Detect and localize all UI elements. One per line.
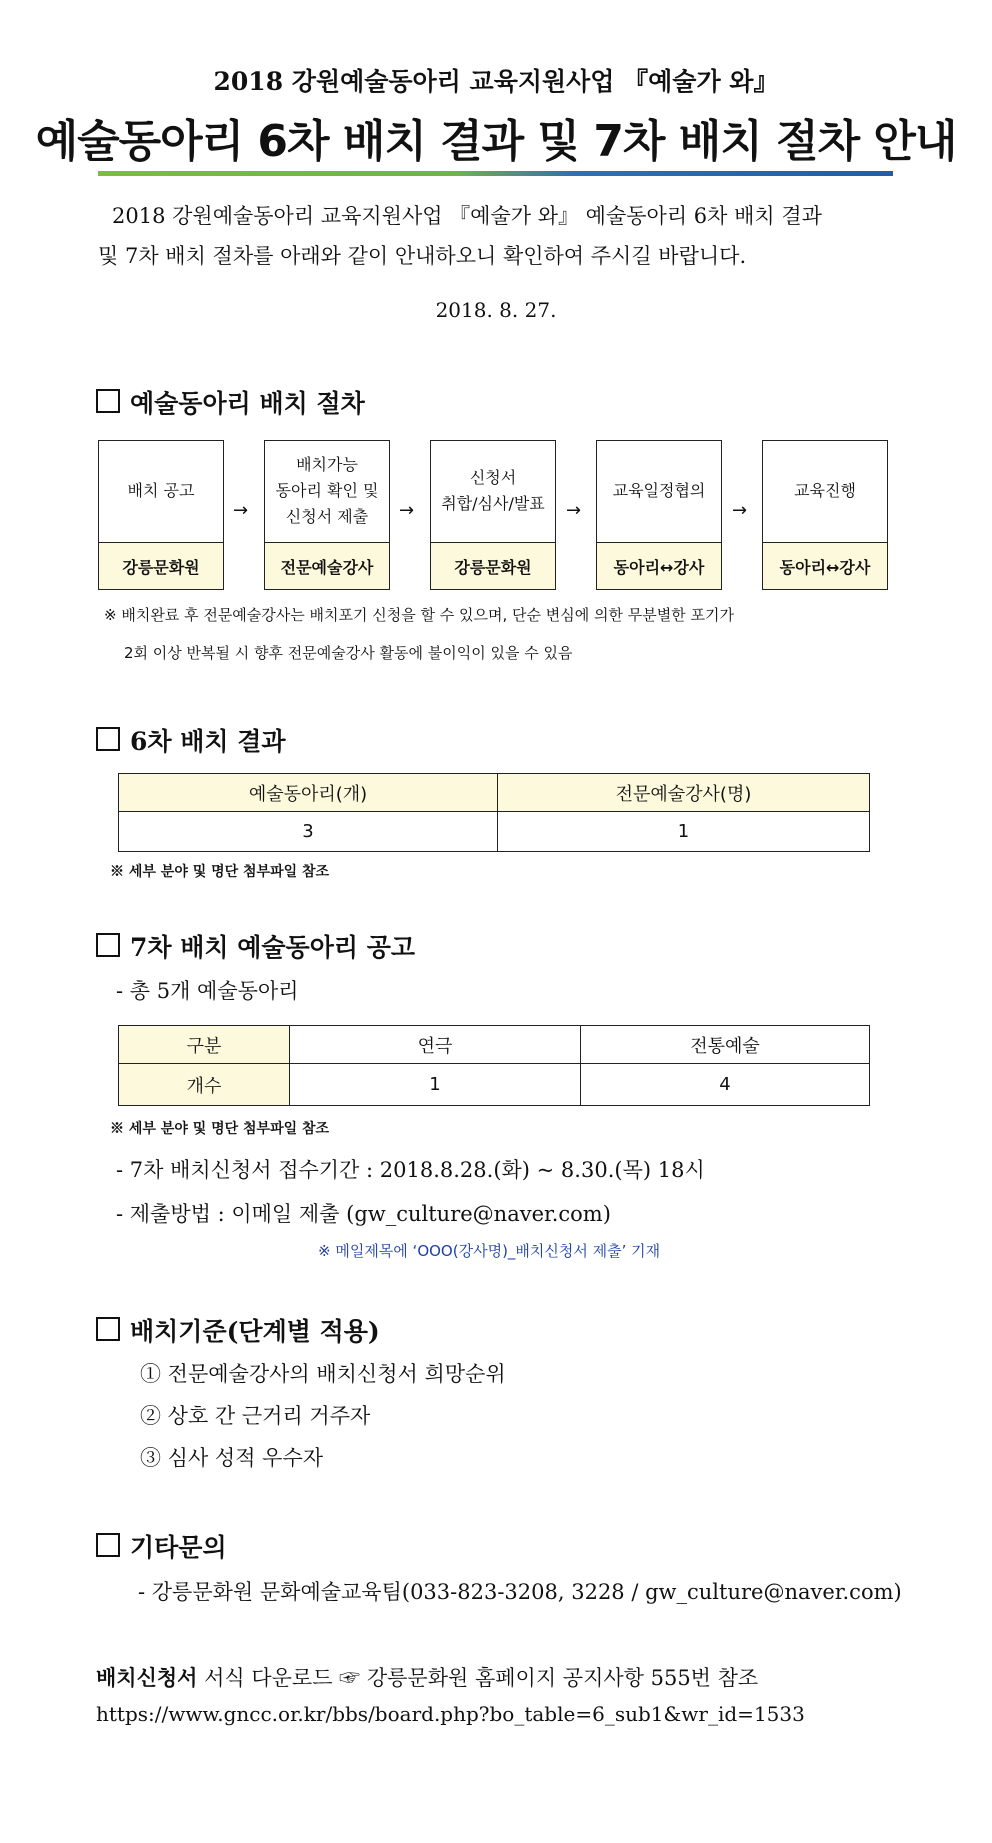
flow-step-label: 배치 공고 xyxy=(127,481,195,500)
procedure-note-line-1: ※ 배치완료 후 전문예술강사는 배치포기 신청을 할 수 있으며, 단순 변심에 의한 무분별한 포기가 xyxy=(104,606,734,624)
download-notice-text: 서식 다운로드 ☞ 강릉문화원 홈페이지 공지사항 555번 참조 xyxy=(197,1666,759,1690)
notice7-table xyxy=(118,1025,870,1106)
procedure-note-line-2: 2회 이상 반복될 시 향후 전문예술강사 활동에 불이익이 있을 수 있음 xyxy=(124,644,573,662)
flow-step-owner: 전문예술강사 xyxy=(265,542,389,589)
table-header-row xyxy=(119,1026,870,1064)
flow-step-1 xyxy=(98,440,224,590)
criteria-item-3: ③ 심사 성적 우수자 xyxy=(140,1446,324,1470)
section-heading-contact: 기타문의 xyxy=(96,1528,227,1564)
flow-step-2 xyxy=(264,440,390,590)
section-heading-criteria: 배치기준(단계별 적용) xyxy=(96,1312,380,1348)
flow-step-label: 교육진행 xyxy=(794,481,856,500)
flow-step-owner: 동아리↔강사 xyxy=(763,542,887,589)
notice7-period: - 7차 배치신청서 접수기간 : 2018.8.28.(화) ~ 8.30.(목) 18시 xyxy=(116,1158,705,1182)
table-header-cell: 전문예술강사(명) xyxy=(498,774,870,812)
table-row xyxy=(119,1064,870,1106)
arrow-right-icon: → xyxy=(233,500,249,521)
result6-note: ※ 세부 분야 및 명단 첨부파일 참조 xyxy=(110,864,330,880)
document-subtitle: 2018 강원예술동아리 교육지원사업 『예술가 와』 xyxy=(213,67,779,96)
notice7-note: ※ 세부 분야 및 명단 첨부파일 참조 xyxy=(110,1121,330,1137)
download-notice xyxy=(96,1662,758,1692)
document-title: 예술동아리 6차 배치 결과 및 7차 배치 절차 안내 xyxy=(35,116,957,167)
notice7-mail-note: ※ 메일제목에 ‘OOO(강사명)_배치신청서 제출’ 기재 xyxy=(318,1242,661,1260)
criteria-item-2: ② 상호 간 근거리 거주자 xyxy=(140,1404,371,1428)
result6-table xyxy=(118,773,870,852)
flow-step-owner: 강릉문화원 xyxy=(99,542,223,589)
table-header-cell: 연극 xyxy=(290,1026,581,1064)
criteria-item-1: ① 전문예술강사의 배치신청서 희망순위 xyxy=(140,1362,506,1386)
flow-step-4 xyxy=(596,440,722,590)
checkbox-square-icon xyxy=(96,1317,120,1341)
checkbox-square-icon xyxy=(96,727,120,751)
notice7-total: - 총 5개 예술동아리 xyxy=(116,979,299,1003)
notice7-method: - 제출방법 : 이메일 제출 (gw_culture@naver.com) xyxy=(116,1202,611,1226)
table-header-row xyxy=(119,774,870,812)
arrow-right-icon: → xyxy=(732,500,748,521)
download-notice-bold: 배치신청서 xyxy=(96,1665,198,1690)
section-heading-notice7: 7차 배치 예술동아리 공고 xyxy=(96,928,415,964)
checkbox-square-icon xyxy=(96,1533,120,1557)
flow-step-owner: 동아리↔강사 xyxy=(597,542,721,589)
flow-step-owner: 강릉문화원 xyxy=(431,542,555,589)
table-cell: 1 xyxy=(290,1064,581,1106)
flow-step-label: 교육일정협의 xyxy=(612,481,706,500)
flow-step-label: 배치가능 동아리 확인 및 신청서 제출 xyxy=(275,455,379,526)
table-cell: 3 xyxy=(119,812,498,852)
checkbox-square-icon xyxy=(96,933,120,957)
table-cell: 4 xyxy=(581,1064,870,1106)
document-date: 2018. 8. 27. xyxy=(435,298,557,322)
table-header-cell: 전통예술 xyxy=(581,1026,870,1064)
table-row xyxy=(119,812,870,852)
section-heading-result6: 6차 배치 결과 xyxy=(96,722,286,758)
table-cell: 1 xyxy=(498,812,870,852)
arrow-right-icon: → xyxy=(399,500,415,521)
intro-line-2: 및 7차 배치 절차를 아래와 같이 안내하오니 확인하여 주시길 바랍니다. xyxy=(98,244,747,268)
title-divider xyxy=(98,171,893,176)
checkbox-square-icon xyxy=(96,389,120,413)
flow-step-label: 신청서 취합/심사/발표 xyxy=(441,468,545,513)
download-link[interactable]: https://www.gncc.or.kr/bbs/board.php?bo_table=6_sub1&wr_id=1533 xyxy=(96,1702,805,1726)
arrow-right-icon: → xyxy=(566,500,582,521)
table-cell: 개수 xyxy=(119,1064,290,1106)
intro-line-1: 2018 강원예술동아리 교육지원사업 『예술가 와』 예술동아리 6차 배치 결과 xyxy=(112,204,822,228)
contact-line: - 강릉문화원 문화예술교육팀(033-823-3208, 3228 / gw_culture@naver.com) xyxy=(138,1580,902,1604)
flow-step-3 xyxy=(430,440,556,590)
table-header-cell: 구분 xyxy=(119,1026,290,1064)
section-heading-procedure: 예술동아리 배치 절차 xyxy=(96,384,365,420)
flow-step-5 xyxy=(762,440,888,590)
table-header-cell: 예술동아리(개) xyxy=(119,774,498,812)
